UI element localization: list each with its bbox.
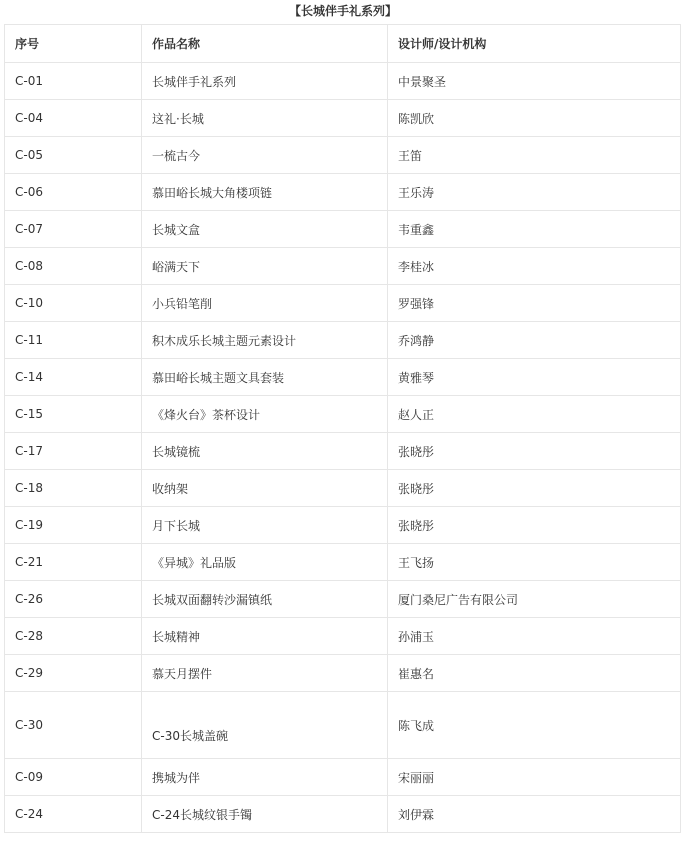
cell-no: C-28	[5, 618, 142, 655]
table-row	[5, 211, 681, 248]
table-header-row	[5, 25, 681, 63]
cell-name: 月下长城	[142, 507, 388, 544]
cell-no: C-09	[5, 759, 142, 796]
cell-designer: 乔鸿静	[388, 322, 681, 359]
cell-no: C-04	[5, 100, 142, 137]
cell-designer: 陈飞成	[388, 692, 681, 759]
cell-name: 一梳古今	[142, 137, 388, 174]
cell-no: C-08	[5, 248, 142, 285]
cell-name: 峪满天下	[142, 248, 388, 285]
cell-no: C-05	[5, 137, 142, 174]
cell-designer: 孙浦玉	[388, 618, 681, 655]
table-row	[5, 396, 681, 433]
cell-designer: 王飞扬	[388, 544, 681, 581]
table-row	[5, 470, 681, 507]
cell-designer: 黄雅琴	[388, 359, 681, 396]
cell-no: C-19	[5, 507, 142, 544]
cell-no: C-17	[5, 433, 142, 470]
cell-name: 长城精神	[142, 618, 388, 655]
cell-no: C-06	[5, 174, 142, 211]
table-row	[5, 692, 681, 759]
cell-name: 慕田峪长城大角楼项链	[142, 174, 388, 211]
cell-designer: 王笛	[388, 137, 681, 174]
cell-name: 积木成乐长城主题元素设计	[142, 322, 388, 359]
cell-name: 收纳架	[142, 470, 388, 507]
cell-no: C-11	[5, 322, 142, 359]
table-row	[5, 248, 681, 285]
table-row	[5, 796, 681, 833]
table-body	[5, 25, 681, 833]
table-row	[5, 285, 681, 322]
cell-name: 慕田峪长城主题文具套装	[142, 359, 388, 396]
cell-no: C-07	[5, 211, 142, 248]
table-row	[5, 100, 681, 137]
column-header-designer: 设计师/设计机构	[388, 25, 681, 63]
works-table	[4, 24, 681, 833]
table-row	[5, 359, 681, 396]
cell-designer: 张晓彤	[388, 433, 681, 470]
table-row	[5, 433, 681, 470]
column-header-no: 序号	[5, 25, 142, 63]
cell-no: C-24	[5, 796, 142, 833]
table-row	[5, 581, 681, 618]
table-row	[5, 137, 681, 174]
cell-no: C-14	[5, 359, 142, 396]
cell-name: 携城为伴	[142, 759, 388, 796]
cell-designer: 赵人正	[388, 396, 681, 433]
cell-designer: 罗强锋	[388, 285, 681, 322]
cell-no: C-29	[5, 655, 142, 692]
page-title: 【长城伴手礼系列】	[288, 4, 397, 18]
cell-name: 长城双面翻转沙漏镇纸	[142, 581, 388, 618]
cell-name: 长城镜梳	[142, 433, 388, 470]
cell-no: C-15	[5, 396, 142, 433]
cell-no: C-30	[5, 692, 142, 759]
cell-designer: 张晓彤	[388, 507, 681, 544]
cell-name: 《烽火台》茶杯设计	[142, 396, 388, 433]
cell-name: C-30长城盖碗	[142, 692, 388, 759]
table-row	[5, 322, 681, 359]
cell-name: 长城文盒	[142, 211, 388, 248]
table-row	[5, 174, 681, 211]
cell-no: C-18	[5, 470, 142, 507]
cell-designer: 刘伊霖	[388, 796, 681, 833]
cell-designer: 韦重鑫	[388, 211, 681, 248]
table-row	[5, 759, 681, 796]
cell-no: C-26	[5, 581, 142, 618]
cell-designer: 厦门桑尼广告有限公司	[388, 581, 681, 618]
cell-name: 小兵铅笔削	[142, 285, 388, 322]
column-header-name: 作品名称	[142, 25, 388, 63]
cell-name: 这礼·长城	[142, 100, 388, 137]
cell-no: C-10	[5, 285, 142, 322]
cell-name: 《异城》礼品版	[142, 544, 388, 581]
table-row	[5, 618, 681, 655]
cell-name: 慕天月摆件	[142, 655, 388, 692]
cell-no: C-01	[5, 63, 142, 100]
cell-name: C-24长城纹银手镯	[142, 796, 388, 833]
table-row	[5, 655, 681, 692]
cell-designer: 王乐涛	[388, 174, 681, 211]
cell-designer: 崔惠名	[388, 655, 681, 692]
cell-no: C-21	[5, 544, 142, 581]
cell-designer: 李桂冰	[388, 248, 681, 285]
cell-designer: 陈凯欣	[388, 100, 681, 137]
table-row	[5, 63, 681, 100]
cell-designer: 张晓彤	[388, 470, 681, 507]
table-row	[5, 507, 681, 544]
cell-name: 长城伴手礼系列	[142, 63, 388, 100]
table-row	[5, 544, 681, 581]
cell-designer: 宋丽丽	[388, 759, 681, 796]
cell-designer: 中景聚圣	[388, 63, 681, 100]
